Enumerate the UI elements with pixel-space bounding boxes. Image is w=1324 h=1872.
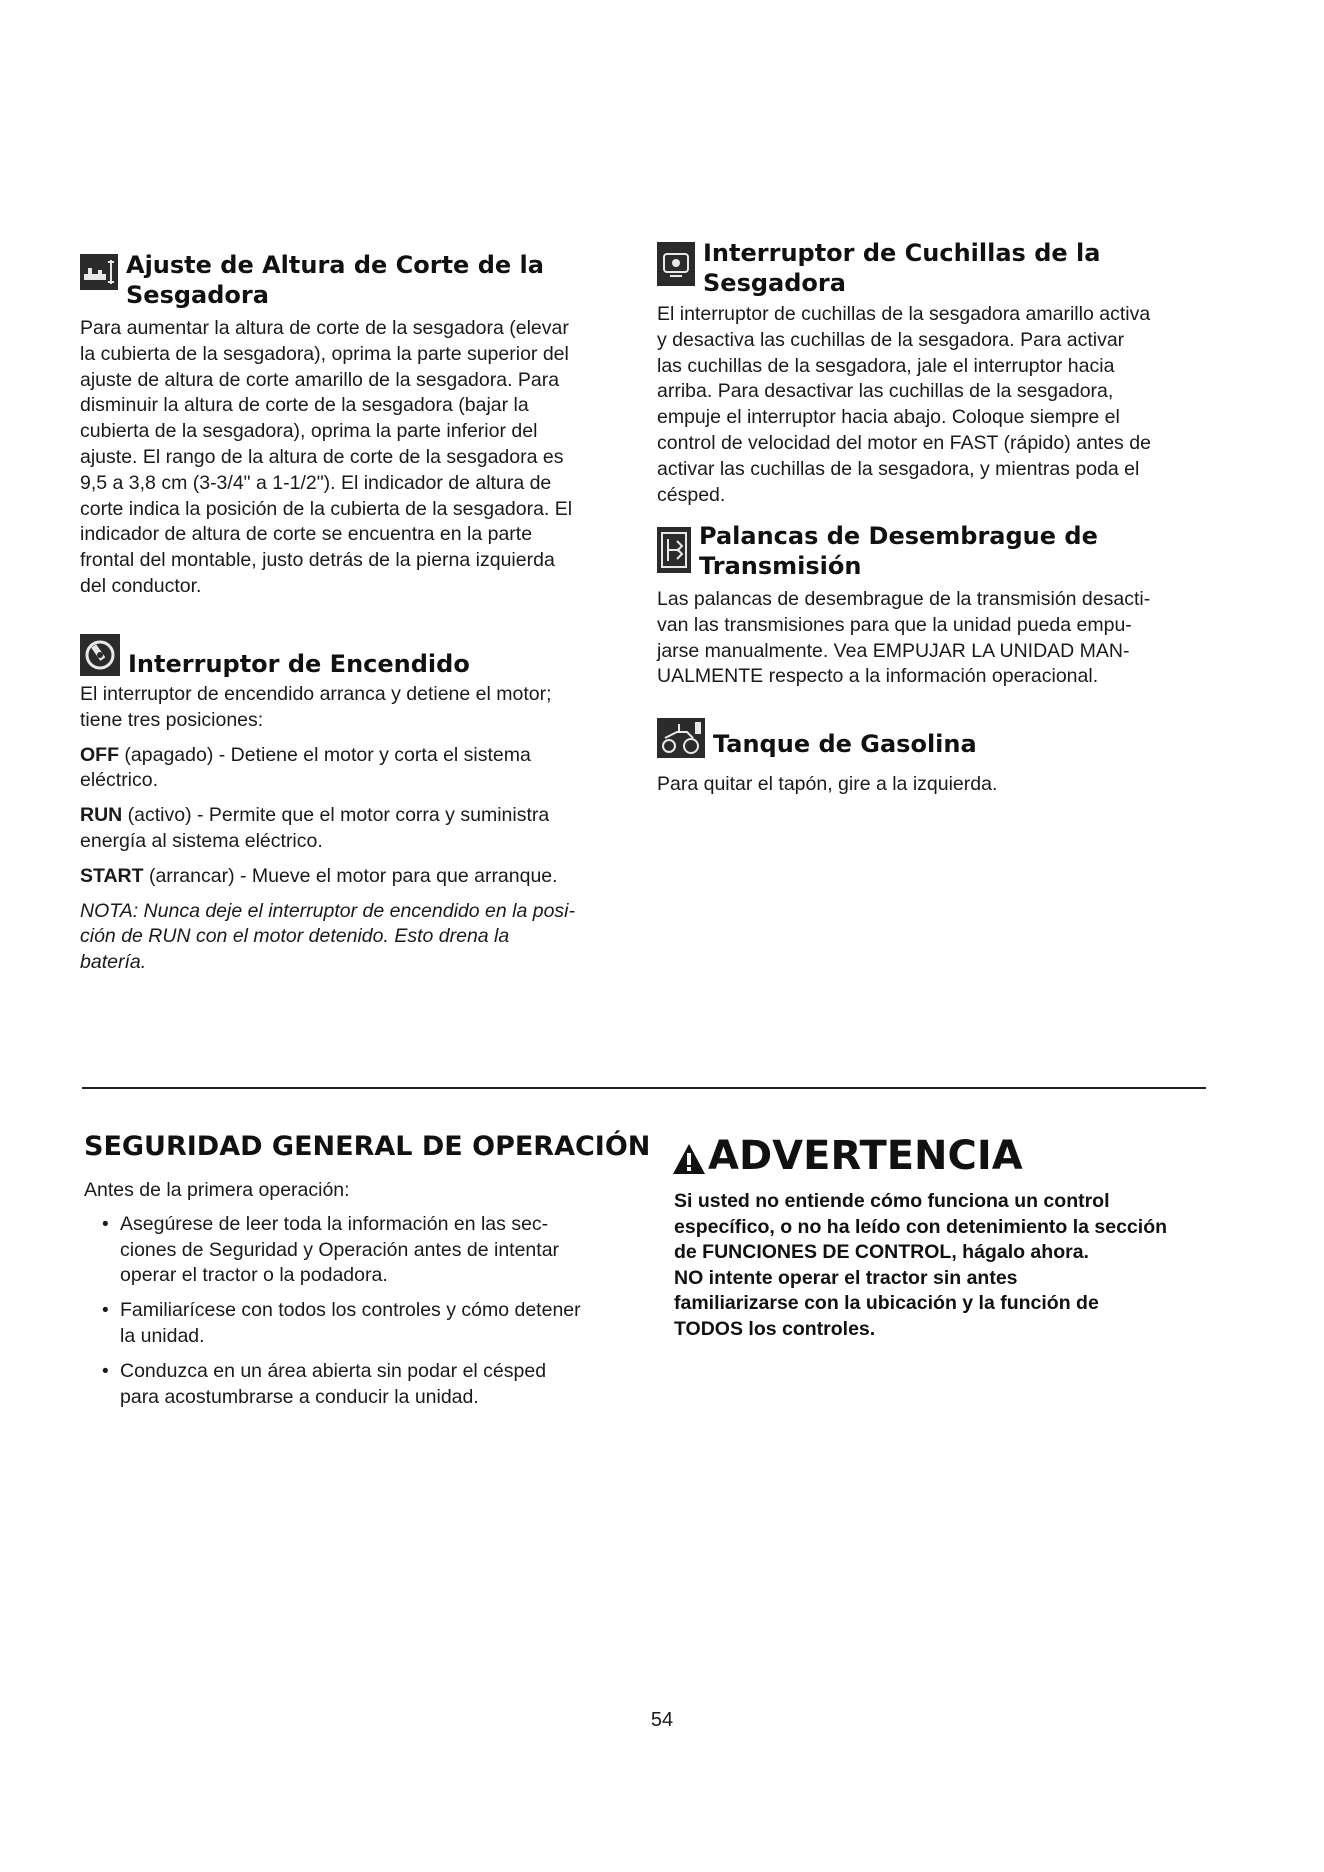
body-line	[80, 743, 640, 769]
run-desc: (activo) - Permite que el motor corra y suministra	[127, 804, 550, 827]
body-line: Asegúrese de leer toda la información en las sec-	[120, 1212, 549, 1235]
list-item-text	[120, 1359, 546, 1411]
section-body	[657, 772, 1217, 798]
list-item	[84, 1212, 644, 1289]
body-line: 9,5 a 3,8 cm (3-3/4" a 1-1/2"). El indicador de altura de	[80, 471, 552, 494]
body-line: arriba. Para desactivar las cuchillas de la sesgadora,	[657, 380, 1114, 403]
section-title	[703, 238, 1100, 298]
body-line: la cubierta de la sesgadora), oprima la parte superior del	[80, 342, 569, 365]
bullet-dot: •	[102, 1213, 109, 1235]
title-line: Ajuste de Altura de Corte de la	[126, 251, 544, 279]
body-line: van las transmisiones para que la unidad pueda empu-	[657, 613, 1132, 636]
body-line: eléctrico.	[80, 769, 159, 792]
body-line: la unidad.	[120, 1324, 205, 1347]
page-number: 54	[650, 1709, 674, 1731]
ignition-note	[80, 899, 640, 976]
body-line: El interruptor de encendido arranca y detiene el motor;	[80, 683, 552, 705]
section-fuel-tank	[657, 718, 1217, 798]
fuel-tank-icon	[657, 718, 705, 758]
body-line	[80, 864, 640, 890]
cutting-height-icon	[80, 254, 118, 290]
title-line: Sesgadora	[703, 269, 846, 297]
title-line: Transmisión	[699, 552, 862, 580]
section-cutting-height	[80, 250, 640, 600]
body-line: corte indica la posición de la cubierta de la sesgadora. El	[80, 497, 573, 520]
section-title	[126, 250, 544, 310]
body-line: Las palancas de desembrague de la transmisión desacti-	[657, 588, 1151, 610]
warning-body	[674, 1189, 1167, 1343]
general-safety-body	[84, 1178, 644, 1410]
section-body	[80, 316, 640, 600]
warning-heading	[672, 1134, 1023, 1178]
bullet-dot: •	[102, 1300, 109, 1322]
start-desc: (arrancar) - Mueve el motor para que arranque.	[148, 864, 558, 887]
body-line: operar el tractor o la podadora.	[120, 1264, 388, 1287]
bullet-dot: •	[102, 1360, 109, 1382]
general-safety-title: SEGURIDAD GENERAL DE OPERACIÓN	[84, 1131, 651, 1162]
warning-title: ADVERTENCIA	[708, 1133, 1023, 1179]
section-body	[657, 302, 1217, 508]
off-term: OFF	[80, 743, 119, 766]
transmission-lever-icon	[657, 527, 691, 573]
body-line: energía al sistema eléctrico.	[80, 829, 323, 852]
ignition-off-position	[80, 743, 640, 795]
body-line: ajuste de altura de corte amarillo de la sesgadora. Para	[80, 368, 560, 391]
off-desc: (apagado) - Detiene el motor y corta el sistema	[124, 743, 531, 766]
list-item-text	[120, 1212, 559, 1289]
body-line: empuje el interruptor hacia abajo. Coloque siempre el	[657, 406, 1120, 429]
warning-line: específico, o no ha leído con detenimiento la sección	[674, 1215, 1168, 1238]
body-line: césped.	[657, 483, 726, 506]
section-body	[657, 587, 1217, 690]
warning-line: de FUNCIONES DE CONTROL, hágalo ahora.	[674, 1241, 1089, 1264]
section-heading	[80, 250, 640, 310]
title-line: Palancas de Desembrague de	[699, 522, 1098, 550]
warning-line: familiarizarse con la ubicación y la función de	[674, 1292, 1099, 1315]
run-term: RUN	[80, 804, 123, 827]
section-blade-switch	[657, 238, 1217, 508]
list-item-text	[120, 1298, 581, 1350]
section-transmission	[657, 521, 1217, 690]
body-line: Conduzca en un área abierta sin podar el césped	[120, 1359, 547, 1382]
body-line: para acostumbrarse a conducir la unidad.	[120, 1385, 479, 1408]
body-line: disminuir la altura de corte de la sesgadora (bajar la	[80, 394, 529, 417]
body-line: indicador de altura de corte se encuentra en la parte	[80, 523, 533, 546]
section-ignition	[80, 634, 640, 976]
general-safety-intro: Antes de la primera operación:	[84, 1179, 350, 1201]
section-divider	[82, 1087, 1206, 1089]
body-line: ciones de Seguridad y Operación antes de intentar	[120, 1238, 560, 1261]
ignition-run-position	[80, 803, 640, 855]
body-line: y desactiva las cuchillas de la sesgadora. Para activar	[657, 328, 1125, 351]
body-line: control de velocidad del motor en FAST (rápido) antes de	[657, 431, 1151, 454]
start-term: START	[80, 864, 144, 887]
body-line: UALMENTE respecto a la información operacional.	[657, 665, 1099, 688]
warning-line: TODOS los controles.	[674, 1317, 876, 1340]
list-item	[84, 1359, 644, 1411]
note-line: NOTA: Nunca deje el interruptor de encendido en la posi-	[80, 899, 576, 922]
body-line: las cuchillas de la sesgadora, jale el interruptor hacia	[657, 354, 1115, 377]
section-title	[699, 521, 1098, 581]
body-line: cubierta de la sesgadora), oprima la parte inferior del	[80, 420, 538, 443]
body-line: Familiarícese con todos los controles y cómo detener	[120, 1299, 581, 1322]
warning-line: Si usted no entiende cómo funciona un control	[674, 1190, 1110, 1212]
body-line: ajuste. El rango de la altura de corte de la sesgadora es	[80, 445, 564, 468]
body-line: El interruptor de cuchillas de la sesgadora amarillo activa	[657, 303, 1151, 325]
body-line	[80, 803, 640, 829]
warning-triangle-icon	[672, 1140, 706, 1172]
section-heading	[657, 521, 1217, 581]
note-line: batería.	[80, 951, 147, 974]
body-line: del conductor.	[80, 574, 202, 597]
body-line: activar las cuchillas de la sesgadora, y mientras poda el	[657, 457, 1140, 480]
ignition-intro	[80, 682, 640, 734]
section-heading	[80, 634, 640, 676]
blade-switch-icon	[657, 242, 695, 286]
title-line: Interruptor de Cuchillas de la	[703, 239, 1101, 267]
body-line: tiene tres posiciones:	[80, 708, 264, 731]
section-heading	[657, 718, 1217, 758]
body-line: jarse manualmente. Vea EMPUJAR LA UNIDAD MAN-	[657, 639, 1130, 662]
ignition-key-icon	[80, 634, 120, 676]
section-heading	[657, 238, 1217, 298]
note-line: ción de RUN con el motor detenido. Esto drena la	[80, 925, 510, 948]
list-item	[84, 1298, 644, 1350]
body-line: Para aumentar la altura de corte de la sesgadora (elevar	[80, 317, 569, 339]
section-title: Interruptor de Encendido	[128, 650, 470, 678]
body-line: Para quitar el tapón, gire a la izquierda.	[657, 773, 998, 795]
section-title: Tanque de Gasolina	[713, 730, 977, 758]
ignition-start-position	[80, 864, 640, 890]
warning-line: NO intente operar el tractor sin antes	[674, 1266, 1018, 1289]
body-line: frontal del montable, justo detrás de la pierna izquierda	[80, 549, 555, 572]
title-line: Sesgadora	[126, 281, 269, 309]
